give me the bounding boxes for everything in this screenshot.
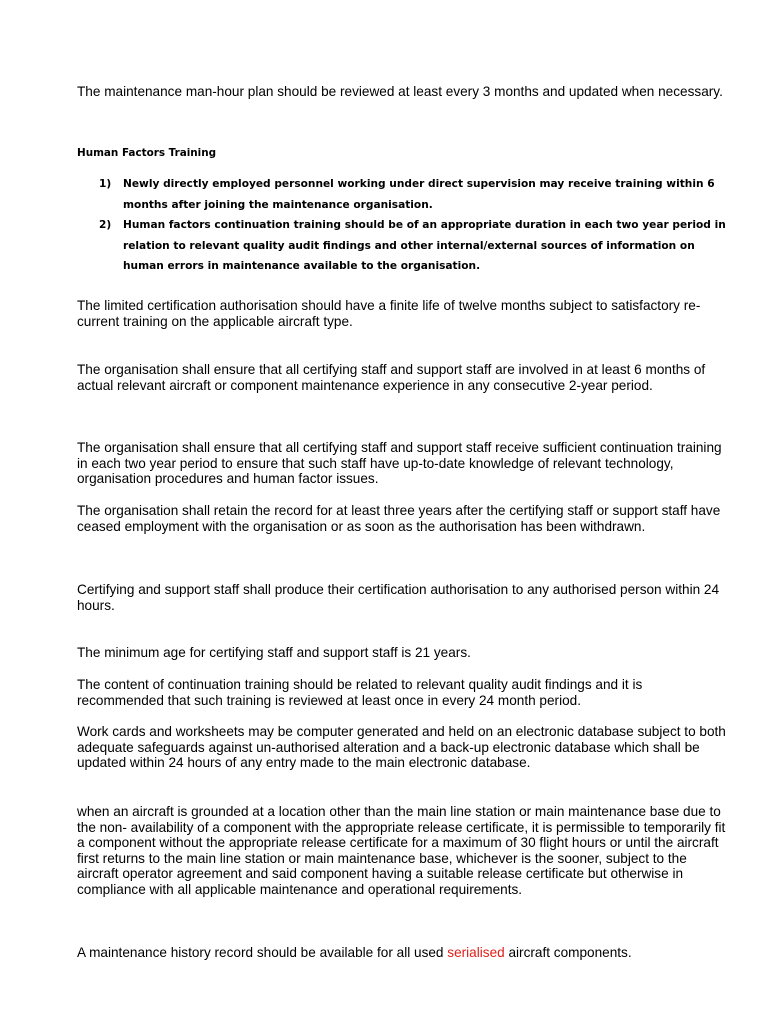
highlighted-word: serialised xyxy=(447,945,505,960)
paragraph-history-record xyxy=(77,945,727,961)
paragraph-manhour-plan: The maintenance man-hour plan should be reviewed at least every 3 months and updated when necessary. xyxy=(77,84,723,99)
paragraph-work-cards: Work cards and worksheets may be computer generated and held on an electronic database subject to both adequate safeguards against un-authorised alteration and a back-up electronic database which shall be updated within 24 hours of any entry made to the main electronic database. xyxy=(77,724,726,771)
list-item-number: 1) xyxy=(99,178,112,190)
paragraph-maintenance-experience: The organisation shall ensure that all certifying staff and support staff are involved in at least 6 months of actual relevant aircraft or component maintenance experience in any consecutive 2-year period. xyxy=(77,362,706,393)
paragraph-minimum-age: The minimum age for certifying staff and support staff is 21 years. xyxy=(77,645,471,660)
list-item xyxy=(77,174,727,215)
paragraph-continuation-training: The organisation shall ensure that all certifying staff and support staff receive sufficient continuation training in each two year period to ensure that such staff have up-to-date knowledge of relevant technology, organisation procedures and human factor issues. xyxy=(77,440,722,487)
paragraph-training-content: The content of continuation training should be related to relevant quality audit findings and it is recommended that such training is reviewed at least once in every 24 month period. xyxy=(77,677,643,708)
human-factors-list xyxy=(77,174,727,277)
history-record-text-end: aircraft components. xyxy=(504,945,632,960)
list-item-text: Human factors continuation training should be of an appropriate duration in each two year period in relation to relevant quality audit findings and other internal/external sources of information on human errors in maintenance available to the organisation. xyxy=(123,219,726,272)
paragraph-produce-authorisation: Certifying and support staff shall produce their certification authorisation to any authorised person within 24 hours. xyxy=(77,582,720,613)
paragraph-record-retention: The organisation shall retain the record for at least three years after the certifying staff or support staff have ceased employment with the organisation or as soon as the authorisation has been withdrawn. xyxy=(77,503,721,534)
paragraph-limited-certification: The limited certification authorisation should have a finite life of twelve months subject to satisfactory re-current training on the applicable aircraft type. xyxy=(77,298,701,329)
list-item-number: 2) xyxy=(99,219,112,231)
history-record-text-start: A maintenance history record should be available for all used xyxy=(77,945,448,960)
list-item-text: Newly directly employed personnel working under direct supervision may receive training within 6 months after joining the maintenance organisation. xyxy=(123,178,715,211)
list-item xyxy=(77,215,727,277)
paragraph-grounded-aircraft: when an aircraft is grounded at a location other than the main line station or main maintenance base due to the non- availability of a component with the appropriate release certificate, it is permissible to temporarily fit a component without the appropriate release certificate for a maximum of 30 flight hours or until the aircraft first returns to the main line station or main maintenance base, whichever is the sooner, subject to the aircraft operator agreement and said component having a suitable release certificate but otherwise in compliance with all applicable maintenance and operational requirements. xyxy=(77,804,726,897)
section-heading: Human Factors Training xyxy=(77,147,217,159)
